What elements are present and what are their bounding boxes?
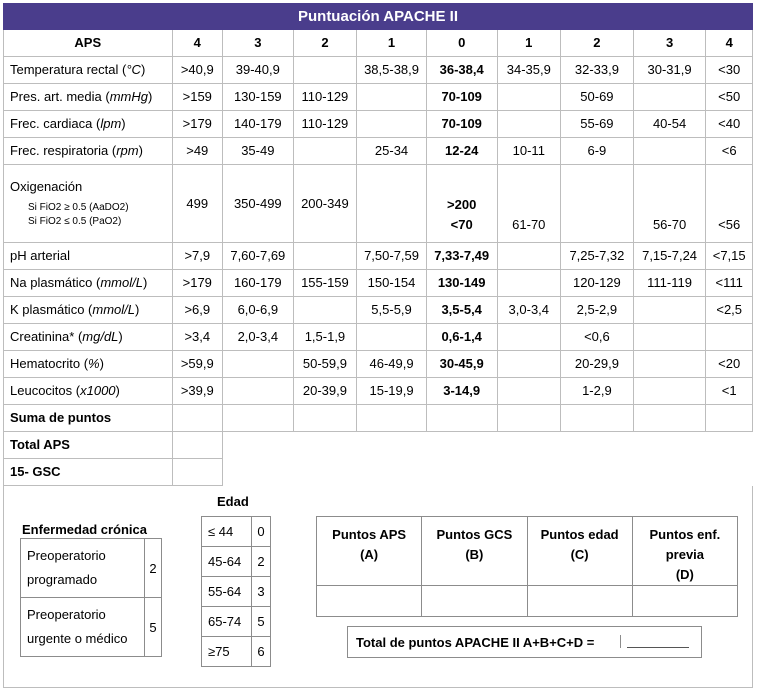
value-cell xyxy=(633,84,706,111)
value-cell xyxy=(497,351,561,378)
value-cell xyxy=(357,84,427,111)
oxygen-label: Oxigenación xyxy=(10,178,83,194)
row-unit: % xyxy=(88,356,100,371)
table-row xyxy=(4,378,753,405)
age-table xyxy=(201,516,271,667)
oxygen-cell: 350-499 xyxy=(223,165,294,243)
table-title: Puntuación APACHE II xyxy=(4,4,753,30)
oxygen-value: 56-70 xyxy=(652,216,687,232)
age-value: 5 xyxy=(252,607,271,637)
value-cell: 36-38,4 xyxy=(426,57,497,84)
value-cell: 7,25-7,32 xyxy=(561,243,634,270)
oxygen-row xyxy=(4,165,753,243)
value-cell: 32-33,9 xyxy=(561,57,634,84)
value-cell: 30-31,9 xyxy=(633,57,706,84)
value-cell: 70-109 xyxy=(426,84,497,111)
value-cell: 130-159 xyxy=(223,84,294,111)
value-cell: 15-19,9 xyxy=(357,378,427,405)
chronic-value: 2 xyxy=(145,539,162,598)
row-unit: mmol/L xyxy=(92,302,135,317)
suma-cell[interactable] xyxy=(633,405,706,432)
value-cell: 25-34 xyxy=(357,138,427,165)
value-cell: >6,9 xyxy=(172,297,222,324)
oxygen-label-cell xyxy=(4,165,173,243)
row-unit: lpm xyxy=(100,116,122,131)
value-cell: 50-59,9 xyxy=(293,351,357,378)
row-unit: mg/dL xyxy=(82,329,119,344)
value-cell: 130-149 xyxy=(426,270,497,297)
apache-table xyxy=(3,3,753,486)
value-cell: 30-45,9 xyxy=(426,351,497,378)
row-unit: mmol/L xyxy=(100,275,143,290)
value-cell: <20 xyxy=(706,351,753,378)
row-label-text: Frec. respiratoria xyxy=(10,143,109,158)
value-cell: 0,6-1,4 xyxy=(426,324,497,351)
row-label-text: Frec. cardiaca xyxy=(10,116,93,131)
value-cell xyxy=(633,297,706,324)
value-cell: 5,5-5,9 xyxy=(357,297,427,324)
value-cell: 2,0-3,4 xyxy=(223,324,294,351)
value-cell: 70-109 xyxy=(426,111,497,138)
value-cell: 155-159 xyxy=(293,270,357,297)
score-header: 1 xyxy=(357,30,427,57)
value-cell: 35-49 xyxy=(223,138,294,165)
gsc-label: 15- GSC xyxy=(4,459,173,486)
blank-area xyxy=(223,432,753,486)
row-label-text: Temperatura rectal xyxy=(10,62,119,77)
points-letter: (B) xyxy=(465,547,484,562)
oxygen-cell xyxy=(706,165,753,243)
value-cell xyxy=(293,138,357,165)
row-label: Frec. respiratoria (rpm) xyxy=(4,138,173,165)
value-cell: 20-39,9 xyxy=(293,378,357,405)
value-cell: 40-54 xyxy=(633,111,706,138)
chronic-label: Preoperatorio programado xyxy=(21,539,145,598)
value-cell: 7,15-7,24 xyxy=(633,243,706,270)
age-value: 0 xyxy=(252,517,271,547)
suma-label: Suma de puntos xyxy=(4,405,173,432)
oxygen-value: 61-70 xyxy=(512,216,546,232)
value-cell: >159 xyxy=(172,84,222,111)
value-cell: >49 xyxy=(172,138,222,165)
points-age-input[interactable] xyxy=(527,586,632,617)
value-cell: 2,5-2,9 xyxy=(561,297,634,324)
value-cell: 110-129 xyxy=(293,84,357,111)
suma-cell[interactable] xyxy=(561,405,634,432)
chronic-row xyxy=(21,539,162,598)
row-unit: °C xyxy=(126,62,141,77)
value-cell xyxy=(293,57,357,84)
points-table xyxy=(316,516,738,617)
value-cell: 12-24 xyxy=(426,138,497,165)
age-value: 3 xyxy=(252,577,271,607)
oxygen-sub2: Si FiO2 ≤ 0.5 (PaO2) xyxy=(28,215,122,227)
score-header: 0 xyxy=(426,30,497,57)
value-cell: 111-119 xyxy=(633,270,706,297)
row-label: Hematocrito (%) xyxy=(4,351,173,378)
age-range: 45-64 xyxy=(202,547,252,577)
value-cell xyxy=(223,378,294,405)
lab-rows xyxy=(4,243,753,405)
row-label: Temperatura rectal (°C) xyxy=(4,57,173,84)
suma-cell[interactable] xyxy=(497,405,561,432)
suma-cell[interactable] xyxy=(357,405,427,432)
value-cell xyxy=(497,84,561,111)
value-cell: <50 xyxy=(706,84,753,111)
oxygen-cell xyxy=(497,165,561,243)
table-row xyxy=(4,351,753,378)
oxygen-sub1: Si FiO2 ≥ 0.5 (AaDO2) xyxy=(28,201,129,213)
row-label-text: Na plasmático xyxy=(10,275,93,290)
points-letter: (A) xyxy=(360,547,379,562)
points-aps-input[interactable] xyxy=(317,586,422,617)
value-cell xyxy=(293,243,357,270)
total-box xyxy=(347,626,702,658)
oxygen-normal-a: >200 xyxy=(447,196,477,212)
total-aps-label: Total APS xyxy=(4,432,173,459)
row-label-text: Hematocrito xyxy=(10,356,81,371)
points-gcs-header xyxy=(422,517,527,586)
aps-header: APS xyxy=(4,30,173,57)
value-cell xyxy=(223,351,294,378)
header-row xyxy=(4,30,753,57)
value-cell: 3-14,9 xyxy=(426,378,497,405)
suma-cell[interactable] xyxy=(706,405,753,432)
value-cell: 160-179 xyxy=(223,270,294,297)
points-prev-header xyxy=(632,517,737,586)
value-cell: 6-9 xyxy=(561,138,634,165)
oxygen-cell: 499 xyxy=(172,165,222,243)
value-cell: >40,9 xyxy=(172,57,222,84)
suma-cell[interactable] xyxy=(426,405,497,432)
table-row xyxy=(4,57,753,84)
points-age-header xyxy=(527,517,632,586)
value-cell xyxy=(497,270,561,297)
table-row xyxy=(4,243,753,270)
chronic-label: Preoperatorio urgente o médico xyxy=(21,598,145,657)
points-label: Puntos APS xyxy=(332,527,407,542)
value-cell xyxy=(497,111,561,138)
value-cell: >3,4 xyxy=(172,324,222,351)
row-label: Leucocitos (x1000) xyxy=(4,378,173,405)
suma-cell[interactable] xyxy=(293,405,357,432)
age-value: 2 xyxy=(252,547,271,577)
value-cell xyxy=(497,324,561,351)
suma-row xyxy=(4,405,753,432)
score-header: 4 xyxy=(706,30,753,57)
points-letter: (C) xyxy=(570,547,589,562)
chronic-table xyxy=(20,538,162,657)
suma-cell[interactable] xyxy=(223,405,294,432)
total-input[interactable] xyxy=(620,635,693,648)
value-cell xyxy=(706,324,753,351)
value-cell: 6,0-6,9 xyxy=(223,297,294,324)
value-cell xyxy=(633,324,706,351)
value-cell: 7,60-7,69 xyxy=(223,243,294,270)
value-cell: 120-129 xyxy=(561,270,634,297)
vital-rows xyxy=(4,57,753,165)
value-cell: 38,5-38,9 xyxy=(357,57,427,84)
oxygen-normal-b: <70 xyxy=(450,216,473,232)
row-label-text: Leucocitos xyxy=(10,383,73,398)
oxygen-cell xyxy=(357,165,427,243)
value-cell: 55-69 xyxy=(561,111,634,138)
points-letter: (D) xyxy=(675,567,694,582)
points-label: Puntos edad xyxy=(540,527,619,542)
value-cell: >7,9 xyxy=(172,243,222,270)
row-label-text: K plasmático xyxy=(10,302,85,317)
value-cell xyxy=(293,297,357,324)
value-cell: 46-49,9 xyxy=(357,351,427,378)
bottom-panel xyxy=(3,486,753,688)
score-header: 2 xyxy=(561,30,634,57)
value-cell: 110-129 xyxy=(293,111,357,138)
chronic-value: 5 xyxy=(145,598,162,657)
value-cell xyxy=(633,351,706,378)
table-row xyxy=(4,324,753,351)
age-range: ≥75 xyxy=(202,637,252,667)
value-cell: <1 xyxy=(706,378,753,405)
row-label: Frec. cardiaca (lpm) xyxy=(4,111,173,138)
chronic-row xyxy=(21,598,162,657)
score-header: 2 xyxy=(293,30,357,57)
row-label-text: pH arterial xyxy=(10,248,70,263)
table-row xyxy=(4,297,753,324)
value-cell xyxy=(633,378,706,405)
score-header: 3 xyxy=(223,30,294,57)
row-label-text: Pres. art. media xyxy=(10,89,102,104)
value-cell: >179 xyxy=(172,270,222,297)
value-cell: >59,9 xyxy=(172,351,222,378)
value-cell: <0,6 xyxy=(561,324,634,351)
score-header: 4 xyxy=(172,30,222,57)
score-header: 3 xyxy=(633,30,706,57)
value-cell xyxy=(357,324,427,351)
row-label: Na plasmático (mmol/L) xyxy=(4,270,173,297)
value-cell: 50-69 xyxy=(561,84,634,111)
value-cell: <7,15 xyxy=(706,243,753,270)
score-header: 1 xyxy=(497,30,561,57)
oxygen-cell: 200-349 xyxy=(293,165,357,243)
value-cell xyxy=(357,111,427,138)
total-label: Total de puntos APACHE II A+B+C+D = xyxy=(356,635,595,650)
oxygen-cell xyxy=(633,165,706,243)
value-cell: 34-35,9 xyxy=(497,57,561,84)
value-cell: 3,0-3,4 xyxy=(497,297,561,324)
row-label-text: Creatinina* xyxy=(10,329,75,344)
value-cell: 3,5-5,4 xyxy=(426,297,497,324)
value-cell: 1-2,9 xyxy=(561,378,634,405)
row-unit: x1000 xyxy=(80,383,116,398)
suma-cell[interactable] xyxy=(172,405,222,432)
total-aps-cell[interactable] xyxy=(172,432,222,459)
gsc-cell[interactable] xyxy=(172,459,222,486)
points-label: Puntos GCS xyxy=(436,527,513,542)
oxygen-cell-normal xyxy=(426,165,497,243)
value-cell: 10-11 xyxy=(497,138,561,165)
row-label: K plasmático (mmol/L) xyxy=(4,297,173,324)
chronic-title: Enfermedad crónica xyxy=(22,522,147,537)
row-unit: mmHg xyxy=(109,89,148,104)
value-cell: 1,5-1,9 xyxy=(293,324,357,351)
oxygen-cell xyxy=(561,165,634,243)
age-value: 6 xyxy=(252,637,271,667)
value-cell: <2,5 xyxy=(706,297,753,324)
age-title: Edad xyxy=(217,494,249,509)
value-cell: 39-40,9 xyxy=(223,57,294,84)
oxygen-value: <56 xyxy=(718,216,741,232)
value-cell: >39,9 xyxy=(172,378,222,405)
age-range: 65-74 xyxy=(202,607,252,637)
row-unit: rpm xyxy=(116,143,139,158)
value-cell: 140-179 xyxy=(223,111,294,138)
value-cell xyxy=(497,378,561,405)
value-cell: 7,50-7,59 xyxy=(357,243,427,270)
value-cell: <111 xyxy=(706,270,753,297)
points-aps-header xyxy=(317,517,422,586)
value-cell: <40 xyxy=(706,111,753,138)
value-cell: 7,33-7,49 xyxy=(426,243,497,270)
value-cell: <30 xyxy=(706,57,753,84)
value-cell: <6 xyxy=(706,138,753,165)
points-gcs-input[interactable] xyxy=(422,586,527,617)
value-cell: 150-154 xyxy=(357,270,427,297)
value-cell xyxy=(633,138,706,165)
value-cell: >179 xyxy=(172,111,222,138)
total-aps-row xyxy=(4,432,753,459)
row-label: Pres. art. media (mmHg) xyxy=(4,84,173,111)
table-row xyxy=(4,270,753,297)
row-label xyxy=(4,243,173,270)
points-label: Puntos enf. previa xyxy=(649,527,721,562)
table-row xyxy=(4,84,753,111)
table-row xyxy=(4,111,753,138)
age-range: ≤ 44 xyxy=(202,517,252,547)
age-range: 55-64 xyxy=(202,577,252,607)
value-cell xyxy=(497,243,561,270)
value-cell: 20-29,9 xyxy=(561,351,634,378)
row-label: Creatinina* (mg/dL) xyxy=(4,324,173,351)
points-prev-input[interactable] xyxy=(632,586,737,617)
table-row xyxy=(4,138,753,165)
